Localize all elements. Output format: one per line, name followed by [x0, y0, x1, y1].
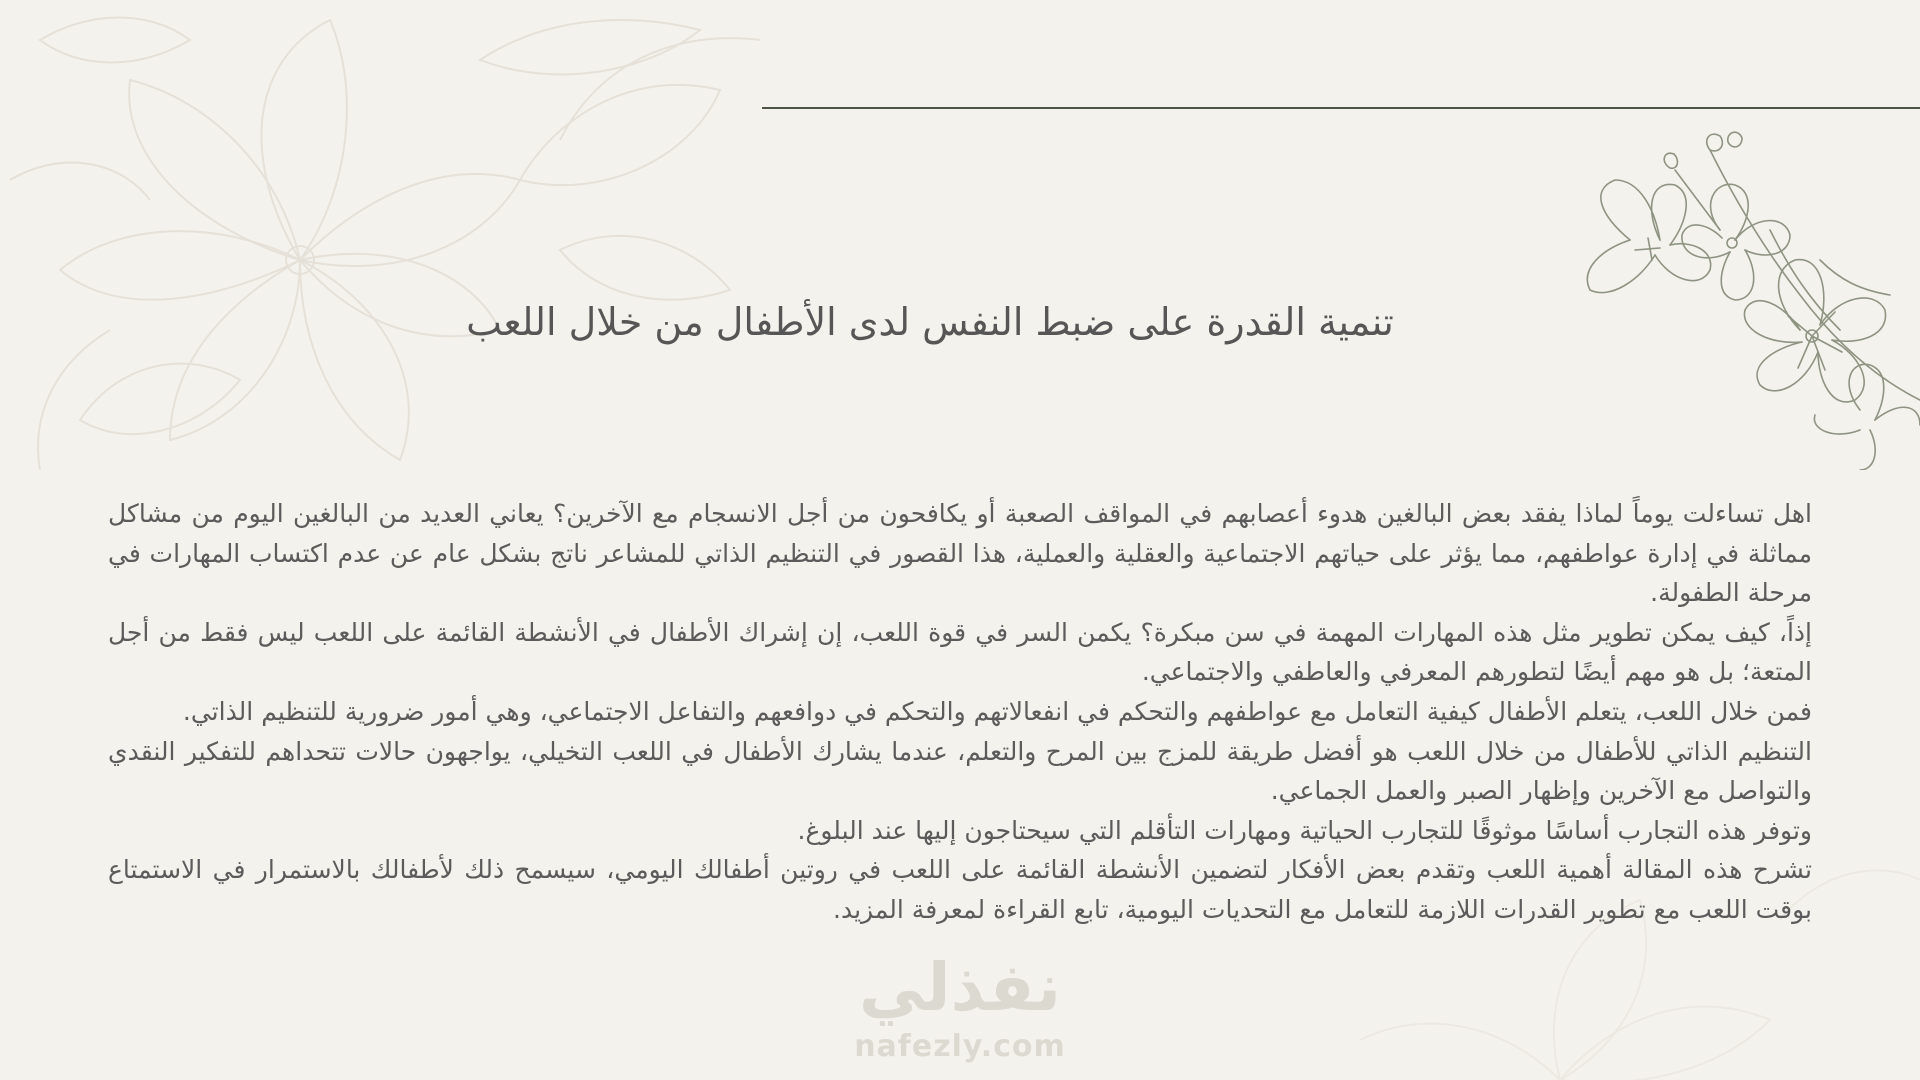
- body-paragraph: تشرح هذه المقالة أهمية اللعب وتقدم بعض الأفكار لتضمين الأنشطة القائمة على اللعب في روتين أطفالك اليومي، سيسمح ذلك لأطفالك بالاستمرار في الاستمتاع بوقت اللعب مع تطوير القدرات اللازمة للتعامل مع التحديات اليومية، تابع القراءة لمعرفة المزيد.: [108, 855, 1812, 924]
- body-paragraph: اهل تساءلت يوماً لماذا يفقد بعض البالغين هدوء أعصابهم في المواقف الصعبة أو يكافحون من أجل الانسجام مع الآخرين؟ يعاني العديد من البالغين اليوم من مشاكل مماثلة في إدارة عواطفهم، مما يؤثر على حياتهم الاجتماعية والعقلية والعملية، هذا القصور في التنظيم الذاتي للمشاعر ناتج بشكل عام عن عدم اكتساب المهارات في مرحلة الطفولة.: [108, 499, 1812, 608]
- watermark-arabic-text: نفذلي: [859, 949, 1061, 1026]
- body-paragraph: فمن خلال اللعب، يتعلم الأطفال كيفية التعامل مع عواطفهم والتحكم في انفعالاتهم والتحكم في دوافعهم والتفاعل الاجتماعي، وهي أمور ضرورية للتنظيم الذاتي.: [182, 696, 1812, 726]
- document-title: تنمية القدرة على ضبط النفس لدى الأطفال من خلال اللعب: [466, 300, 1394, 344]
- top-divider-line: [762, 107, 1920, 109]
- article-body: [108, 494, 1812, 930]
- flower-branch-icon: [1560, 130, 1920, 470]
- background-floral-illustration: [0, 0, 820, 520]
- body-paragraph: التنظيم الذاتي للأطفال من خلال اللعب هو أفضل طريقة للمزج بين المرح والتعلم، عندما يشارك الأطفال في اللعب التخيلي، يواجهون حالات تتحداهم للتفكير النقدي والتواصل مع الآخرين وإظهار الصبر والعمل الجماعي.: [108, 736, 1812, 806]
- watermark-url-text: nafezly.com: [854, 1029, 1066, 1064]
- body-paragraph: وتوفر هذه التجارب أساسًا موثوقًا للتجارب الحياتية ومهارات التأقلم التي سيحتاجون إليها عند البلوغ.: [797, 815, 1812, 845]
- watermark-logo: [820, 949, 1100, 1065]
- body-paragraph: إذاً، كيف يمكن تطوير مثل هذه المهارات المهمة في سن مبكرة؟ يكمن السر في قوة اللعب، إن إشراك الأطفال في الأنشطة القائمة على اللعب ليس فقط من أجل المتعة؛ بل هو مهم أيضًا لتطورهم المعرفي والعاطفي والاجتماعي.: [108, 617, 1812, 687]
